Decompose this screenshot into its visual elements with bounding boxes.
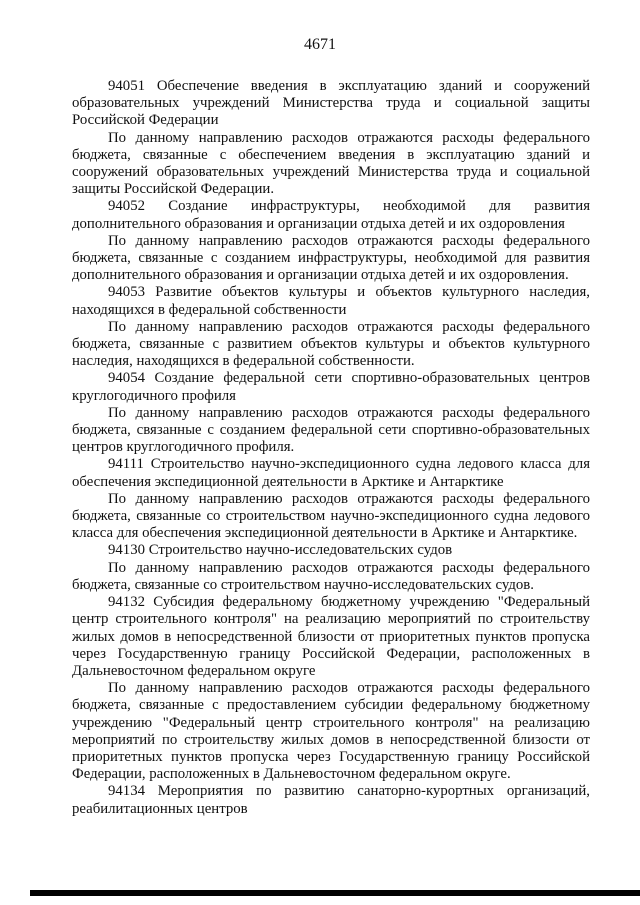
code-heading-94132: 94132 Субсидия федеральному бюджетному учреждению "Федеральный центр строительного контроля" на реализацию мероприятий по строительству жилых домов в непосредственной близости от приоритетных пунктов пропуска через Государственную границу Российской Федерации, расположенных в Дальневосточном федеральном округе <box>72 594 590 679</box>
description-94111: По данному направлению расходов отражаются расходы федерального бюджета, связанные со строительством научно-экспедиционного судна ледового класса для обеспечения экспедиционной деятельности в Арктике и Антарктике. <box>72 490 590 542</box>
description-94051: По данному направлению расходов отражаются расходы федерального бюджета, связанные с обеспечением введения в эксплуатацию зданий и сооружений образовательных учреждений Министерства труда и социальной защиты Российской Федерации. <box>72 129 590 198</box>
code-heading-94134: 94134 Мероприятия по развитию санаторно-курортных организаций, реабилитационных центров <box>72 783 590 817</box>
code-heading-94111: 94111 Строительство научно-экспедиционного судна ледового класса для обеспечения экспедиционной деятельности в Арктике и Антарктике <box>72 456 590 490</box>
description-94053: По данному направлению расходов отражаются расходы федерального бюджета, связанные с развитием объектов культуры и объектов культурного наследия, находящихся в федеральной собственности. <box>72 318 590 370</box>
code-heading-94130: 94130 Строительство научно-исследовательских судов <box>108 542 453 559</box>
description-94132: По данному направлению расходов отражаются расходы федерального бюджета, связанные с предоставлением субсидии федеральному бюджетному учреждению "Федеральный центр строительного контроля" на реализацию мероприятий по строительству жилых домов в непосредственной близости от приоритетных пунктов пропуска через Государственную границу Российской Федерации, расположенных в Дальневосточном федеральном округе. <box>72 680 590 783</box>
code-heading-94053: 94053 Развитие объектов культуры и объектов культурного наследия, находящихся в федеральной собственности <box>72 284 590 318</box>
document-body <box>72 78 590 818</box>
description-94054: По данному направлению расходов отражаются расходы федерального бюджета, связанные с созданием федеральной сети спортивно-образовательных центров круглогодичного профиля. <box>72 404 590 456</box>
code-heading-94052: 94052 Создание инфраструктуры, необходимой для развития дополнительного образования и организации отдыха детей и их оздоровления <box>72 198 590 232</box>
code-heading-94051: 94051 Обеспечение введения в эксплуатацию зданий и сооружений образовательных учреждений Министерства труда и социальной защиты Российской Федерации <box>72 78 590 129</box>
page-number: 4671 <box>304 36 336 53</box>
scan-bottom-border <box>30 890 640 896</box>
description-94130: По данному направлению расходов отражаются расходы федерального бюджета, связанные со строительством научно-исследовательских судов. <box>72 559 590 593</box>
description-94052: По данному направлению расходов отражаются расходы федерального бюджета, связанные с созданием инфраструктуры, необходимой для развития дополнительного образования и организации отдыха детей и их оздоровления. <box>72 232 590 284</box>
code-heading-94054: 94054 Создание федеральной сети спортивно-образовательных центров круглогодичного профиля <box>72 370 590 404</box>
